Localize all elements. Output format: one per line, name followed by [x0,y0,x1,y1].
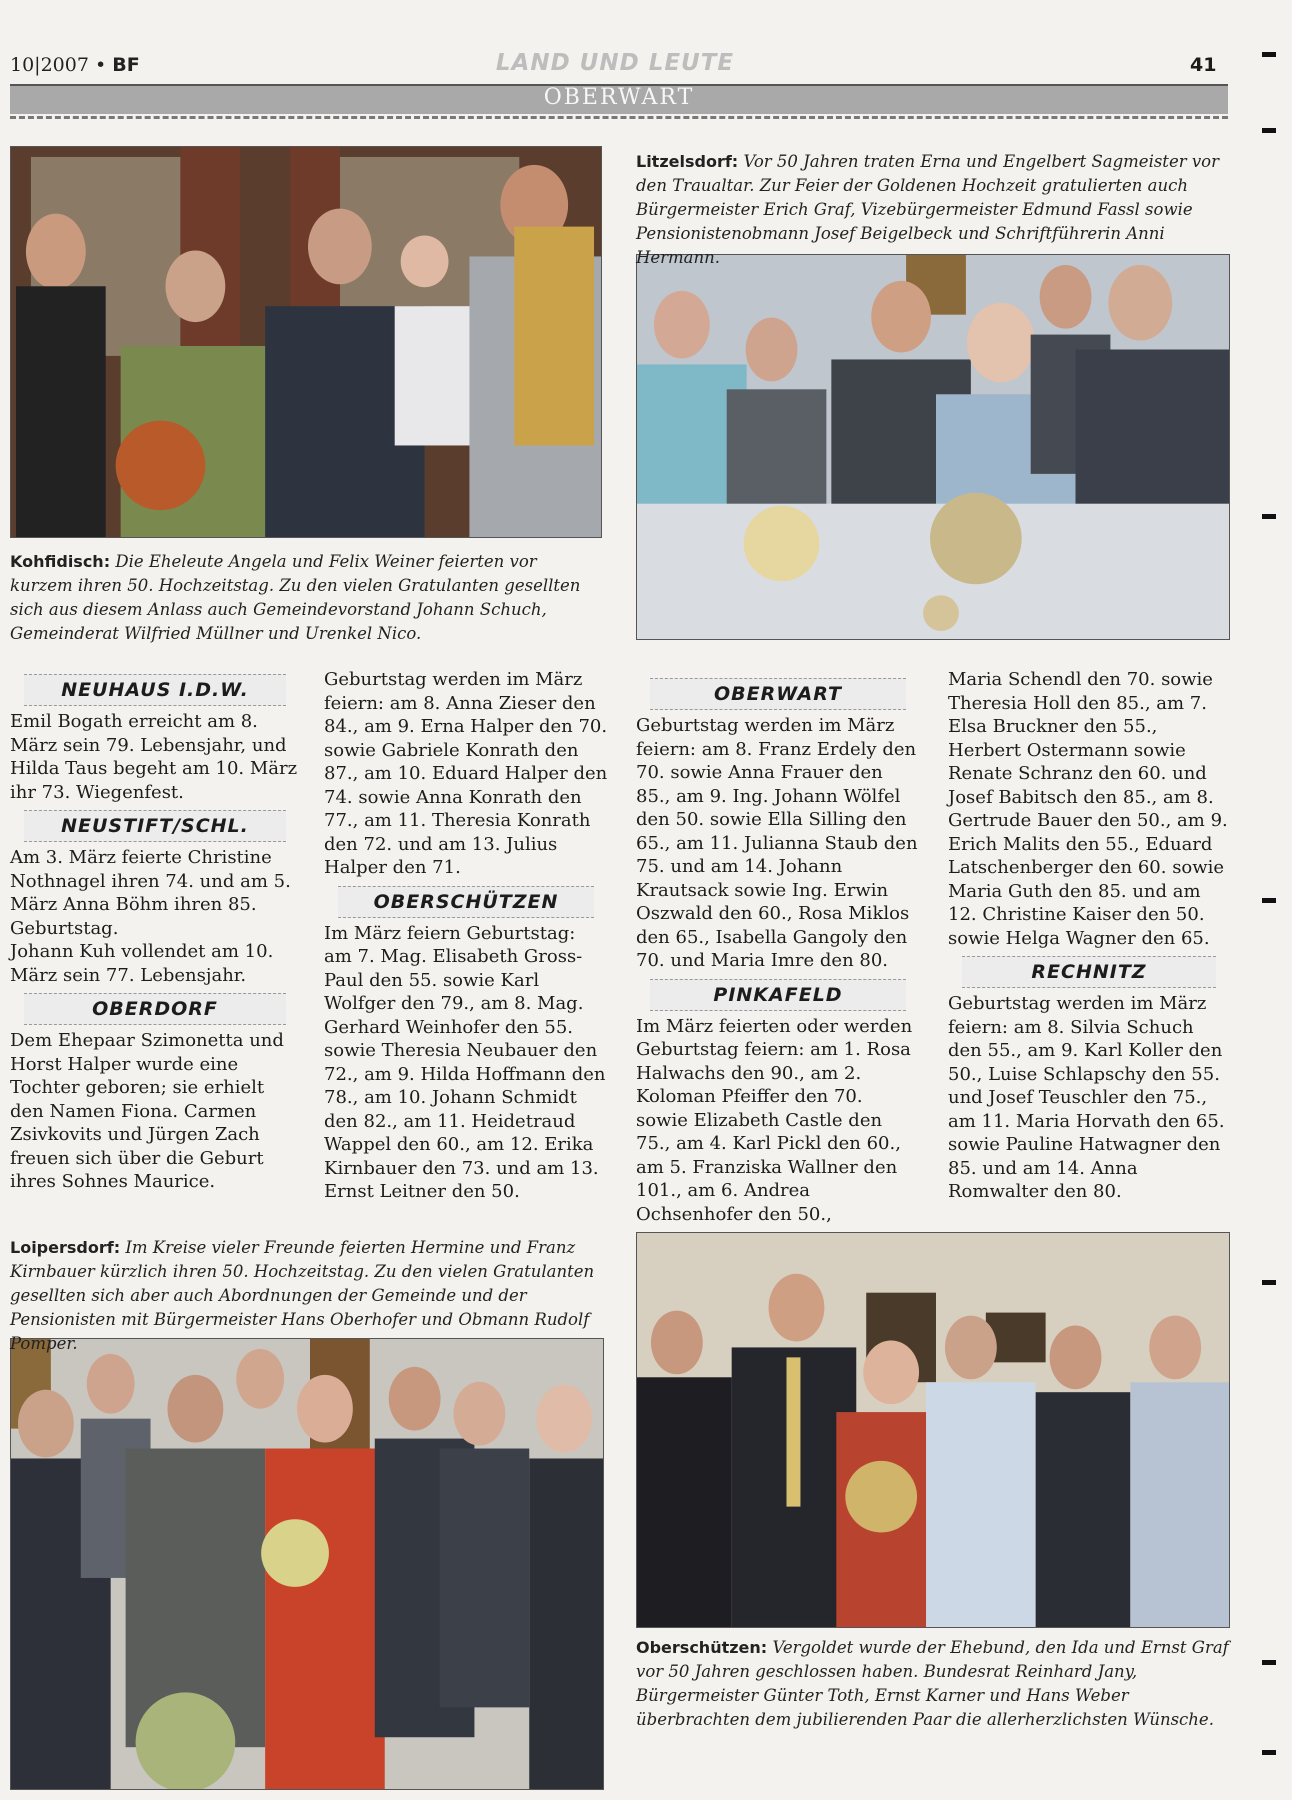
column-4 [948,668,1230,1204]
caption-kohfidisch-place: Kohfidisch: [10,552,111,571]
margin-mark [1262,514,1276,519]
text-oberwart: Geburtstag werden im März feiern: am 8. Franz Erdely den 70. sowie Anna Frauer den 85., am 9. Ing. Johann Wölfel den 50. sowie Ella Silling den 65., am 11. Julianna Staub den 75. und am 14. Johann Krautsack sowie Ing. Erwin Oszwald den 60., Rosa Miklos den 65., Isabella Gangoly den 70. und Maria Imre den 80. [636,715,918,971]
text-neustift-1: Am 3. März feierte Christine Nothnagel ihren 74. und am 5. März Anna Böhm ihren 85. Geburtstag. [10,847,291,939]
caption-loipersdorf-place: Loipersdorf: [10,1238,121,1257]
caption-kohfidisch-text: Die Eheleute Angela und Felix Weiner feierten vor kurzem ihren 50. Hochzeitstag. Zu den vielen Gratulanten gesellten sich aus diesem Anlass auch Gemeindevorstand Johann Schuch, Gemeinderat Wilfried Müllner und Urenkel Nico. [10,552,581,643]
heading-rechnitz: RECHNITZ [962,956,1216,988]
caption-litzelsdorf-place: Litzelsdorf: [636,152,739,171]
heading-neuhaus: NEUHAUS I.D.W. [24,674,286,706]
caption-litzelsdorf [636,150,1230,270]
text-pinkafeld: Im März feierten oder werden Geburtstag feiern: am 1. Rosa Halwachs den 90., am 2. Koloman Pfeiffer den 70. sowie Elizabeth Castle den 75., am 4. Karl Pickl den 60., am 5. Franziska Wallner den 101., am 6. Andrea Ochsenhofer den 50., [636,1015,913,1225]
caption-litzelsdorf-text: Vor 50 Jahren traten Erna und Engelbert Sagmeister vor den Traualtar. Zur Feier der Goldenen Hochzeit gratulierten auch Bürgermeister Erich Graf, Vizebürgermeister Edmund Fassl sowie Pensionistenobmann Josef Beigelbeck und Schriftführerin Anni Hermann. [636,152,1219,267]
caption-oberschuetzen-place: Oberschützen: [636,1638,768,1657]
margin-mark [1262,128,1276,133]
caption-loipersdorf-text: Im Kreise vieler Freunde feierten Hermine und Franz Kirnbauer kürzlich ihren 50. Hochzeitstag. Zu den vielen Gratulanten gesellten sich aber auch Abordnungen der Gemeinde und der Pensionisten mit Bürgermeister Hans Oberhofer und Obmann Rudolf Pomper. [10,1238,595,1353]
heading-oberschuetzen: OBERSCHÜTZEN [338,886,594,918]
heading-oberwart: OBERWART [650,678,906,710]
margin-mark [1262,898,1276,903]
text-neustift-2: Johann Kuh vollendet am 10. März sein 77. Lebensjahr. [10,941,274,986]
caption-oberschuetzen [636,1636,1230,1732]
heading-pinkafeld: PINKAFELD [650,979,906,1011]
photo-oberschuetzen-image [637,1233,1229,1627]
photo-litzelsdorf [636,254,1230,640]
publication-name: BF [112,54,140,76]
photo-loipersdorf-image [11,1339,603,1789]
page-number: 41 [1190,54,1217,76]
caption-loipersdorf [10,1236,604,1356]
photo-kohfidisch-image [11,147,601,537]
caption-kohfidisch [10,550,602,646]
column-3 [636,678,920,1226]
column-2 [324,668,608,1204]
margin-mark [1262,52,1276,57]
heading-oberdorf: OBERDORF [24,993,286,1025]
photo-oberschuetzen [636,1232,1230,1628]
margin-mark [1262,1750,1276,1755]
text-oberdorf: Dem Ehepaar Szimonetta und Horst Halper wurde eine Tochter geboren; sie erhielt den Namen Fiona. Carmen Zsivkovits und Jürgen Zach freuen sich über die Geburt ihres Sohnes Maurice. [10,1030,284,1192]
text-oberschuetzen: Im März feiern Geburtstag: am 7. Mag. Elisabeth Gross-Paul den 55. sowie Karl Wolfger den 79., am 8. Mag. Gerhard Weinhofer den 55. sowie Theresia Neubauer den 72., am 9. Hilda Hoffmann den 78., am 10. Johann Schmidt den 82., am 11. Heidetraud Wappel den 60., am 12. Erika Kirnbauer den 73. und am 13. Ernst Leitner den 50. [324,922,606,1202]
region-title: OBERWART [543,85,695,110]
text-neuhaus: Emil Bogath erreicht am 8. März sein 79. Lebensjahr, und Hilda Taus begeht am 10. März ihr 73. Wiegenfest. [10,711,298,803]
margin-mark [1262,1660,1276,1665]
text-pinkafeld-cont: Maria Schendl den 70. sowie Theresia Holl den 85., am 7. Elsa Bruckner den 55., Herbert Ostermann sowie Renate Schranz den 60. und Josef Babitsch den 85., am 8. Gertrude Bauer den 50., am 9. Erich Malits den 55., Eduard Latschenberger den 60. sowie Maria Guth den 85. und am 12. Christine Kaiser den 50. sowie Helga Wagner den 65. [948,669,1228,949]
header-dashed-rule [10,116,1228,119]
heading-neustift: NEUSTIFT/SCHL. [24,810,286,842]
photo-litzelsdorf-image [637,255,1229,639]
margin-mark [1262,1280,1276,1285]
issue-number: 10|2007 • [10,54,107,76]
column-1 [10,674,300,1194]
caption-oberschuetzen-text: Vergoldet wurde der Ehebund, den Ida und Ernst Graf vor 50 Jahren geschlossen haben. Bundesrat Reinhard Jany, Bürgermeister Günter Toth, Ernst Karner und Hans Weber überbrachten dem jubilierenden Paar die allerherzlichsten Wünsche. [636,1638,1229,1729]
text-rechnitz: Geburtstag werden im März feiern: am 8. Silvia Schuch den 55., am 9. Karl Koller den 50., Luise Schlapschy den 55. und Josef Teuschler den 75., am 11. Maria Horvath den 65. sowie Pauline Hatwagner den 85. und am 14. Anna Romwalter den 80. [948,993,1225,1202]
photo-loipersdorf [10,1338,604,1790]
section-title: LAND UND LEUTE [495,50,735,76]
text-oberdorf-cont: Geburtstag werden im März feiern: am 8. Anna Zieser den 84., am 9. Erna Halper den 70. sowie Gabriele Konrath den 87., am 10. Eduard Halper den 74. sowie Anna Konrath den 77., am 11. Theresia Konrath den 72. und am 13. Julius Halper den 71. [324,669,608,878]
photo-kohfidisch [10,146,602,538]
